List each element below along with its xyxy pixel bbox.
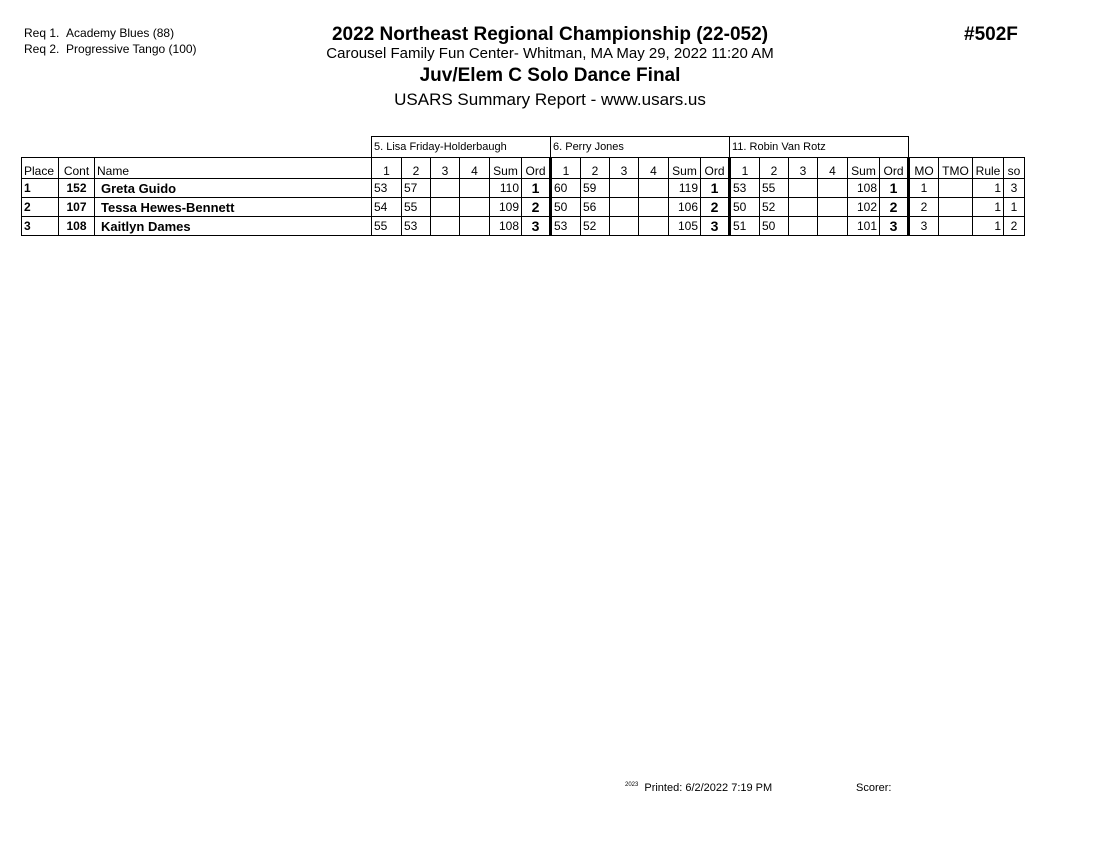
skater-name: Greta Guido (95, 179, 372, 198)
score-cell: 53 (402, 217, 431, 236)
score-cell: 56 (581, 198, 610, 217)
score-cell (818, 179, 848, 198)
score-cell (610, 198, 639, 217)
col-ord: Ord (701, 158, 730, 179)
col-score-3: 3 (789, 158, 818, 179)
col-score-1: 1 (730, 158, 760, 179)
column-header-row (22, 158, 1025, 179)
score-cell (431, 198, 460, 217)
col-so: so (1004, 158, 1025, 179)
mo-cell: 1 (909, 179, 939, 198)
sum-cell: 119 (669, 179, 701, 198)
sum-cell: 110 (490, 179, 522, 198)
table-row (22, 198, 1025, 217)
rule-cell: 1 (973, 217, 1004, 236)
score-cell (639, 198, 669, 217)
ordinal-cell: 1 (522, 179, 551, 198)
col-score-4: 4 (460, 158, 490, 179)
col-score-4: 4 (639, 158, 669, 179)
so-cell: 2 (1004, 217, 1025, 236)
col-ord: Ord (880, 158, 909, 179)
score-cell: 52 (760, 198, 789, 217)
score-cell: 53 (730, 179, 760, 198)
score-cell (460, 179, 490, 198)
col-score-1: 1 (372, 158, 402, 179)
tmo-cell (939, 217, 973, 236)
sum-cell: 108 (490, 217, 522, 236)
score-cell (818, 198, 848, 217)
results-table (21, 136, 1025, 236)
score-cell (789, 198, 818, 217)
score-cell: 50 (760, 217, 789, 236)
scorer-label: Scorer: (856, 782, 892, 794)
report-title: USARS Summary Report - www.usars.us (394, 90, 706, 109)
cont-cell: 108 (59, 217, 95, 236)
sum-cell: 102 (848, 198, 880, 217)
score-cell (818, 217, 848, 236)
place-cell: 1 (22, 179, 59, 198)
rule-cell: 1 (973, 198, 1004, 217)
required-dance-2 (24, 41, 197, 57)
score-cell (610, 179, 639, 198)
ordinal-cell: 1 (880, 179, 909, 198)
required-dance-1 (24, 25, 174, 41)
judge-name: 11. Robin Van Rotz (730, 137, 909, 158)
col-place: Place (22, 158, 59, 179)
sum-cell: 109 (490, 198, 522, 217)
cont-cell: 107 (59, 198, 95, 217)
score-cell: 50 (730, 198, 760, 217)
table-row (22, 179, 1025, 198)
ordinal-cell: 2 (880, 198, 909, 217)
req-label: Req 2. (24, 42, 60, 56)
score-cell (789, 217, 818, 236)
col-sum: Sum (669, 158, 701, 179)
competition-title: 2022 Northeast Regional Championship (22-052) (331, 24, 769, 45)
mo-cell: 2 (909, 198, 939, 217)
col-score-3: 3 (610, 158, 639, 179)
score-cell: 53 (372, 179, 402, 198)
col-name: Name (95, 158, 372, 179)
rule-cell: 1 (973, 179, 1004, 198)
score-cell: 51 (730, 217, 760, 236)
req-dance: Academy Blues (88) (66, 26, 175, 40)
col-sum: Sum (490, 158, 522, 179)
score-cell (460, 198, 490, 217)
ordinal-cell: 3 (522, 217, 551, 236)
tmo-cell (939, 198, 973, 217)
skater-name: Tessa Hewes-Bennett (95, 198, 372, 217)
col-rule: Rule (973, 158, 1004, 179)
event-title: Juv/Elem C Solo Dance Final (419, 65, 681, 86)
score-cell (639, 179, 669, 198)
score-cell (610, 217, 639, 236)
score-cell (431, 217, 460, 236)
ordinal-cell: 3 (880, 217, 909, 236)
score-cell (460, 217, 490, 236)
report-code: 2023 (625, 782, 639, 788)
sum-cell: 106 (669, 198, 701, 217)
col-score-4: 4 (818, 158, 848, 179)
judge-name: 6. Perry Jones (551, 137, 730, 158)
col-tmo: TMO (939, 158, 973, 179)
place-cell: 3 (22, 217, 59, 236)
score-cell (789, 179, 818, 198)
place-cell: 2 (22, 198, 59, 217)
score-cell: 59 (581, 179, 610, 198)
score-cell: 55 (372, 217, 402, 236)
event-number: #502F (964, 24, 1018, 45)
req-label: Req 1. (24, 26, 60, 40)
score-cell: 52 (581, 217, 610, 236)
so-cell: 1 (1004, 198, 1025, 217)
col-score-2: 2 (581, 158, 610, 179)
printed-date: Printed: 6/2/2022 7:19 PM (644, 782, 773, 794)
ordinal-cell: 2 (701, 198, 730, 217)
col-cont: Cont (59, 158, 95, 179)
score-cell: 50 (551, 198, 581, 217)
score-cell: 55 (402, 198, 431, 217)
table-row (22, 217, 1025, 236)
judge-header-row (22, 137, 1025, 158)
sum-cell: 108 (848, 179, 880, 198)
ordinal-cell: 1 (701, 179, 730, 198)
ordinal-cell: 3 (701, 217, 730, 236)
skater-name: Kaitlyn Dames (95, 217, 372, 236)
sum-cell: 105 (669, 217, 701, 236)
col-score-1: 1 (551, 158, 581, 179)
venue-line: Carousel Family Fun Center- Whitman, MA May 29, 2022 11:20 AM (326, 45, 774, 62)
judge-name: 5. Lisa Friday-Holderbaugh (372, 137, 551, 158)
sum-cell: 101 (848, 217, 880, 236)
ordinal-cell: 2 (522, 198, 551, 217)
score-cell: 57 (402, 179, 431, 198)
printed-stamp (625, 782, 772, 794)
mo-cell: 3 (909, 217, 939, 236)
score-cell (639, 217, 669, 236)
score-cell: 54 (372, 198, 402, 217)
col-mo: MO (909, 158, 939, 179)
cont-cell: 152 (59, 179, 95, 198)
score-cell: 53 (551, 217, 581, 236)
col-score-3: 3 (431, 158, 460, 179)
score-cell (431, 179, 460, 198)
tmo-cell (939, 179, 973, 198)
req-dance: Progressive Tango (100) (66, 42, 197, 56)
col-score-2: 2 (402, 158, 431, 179)
col-sum: Sum (848, 158, 880, 179)
score-cell: 55 (760, 179, 789, 198)
col-score-2: 2 (760, 158, 789, 179)
score-cell: 60 (551, 179, 581, 198)
so-cell: 3 (1004, 179, 1025, 198)
col-ord: Ord (522, 158, 551, 179)
